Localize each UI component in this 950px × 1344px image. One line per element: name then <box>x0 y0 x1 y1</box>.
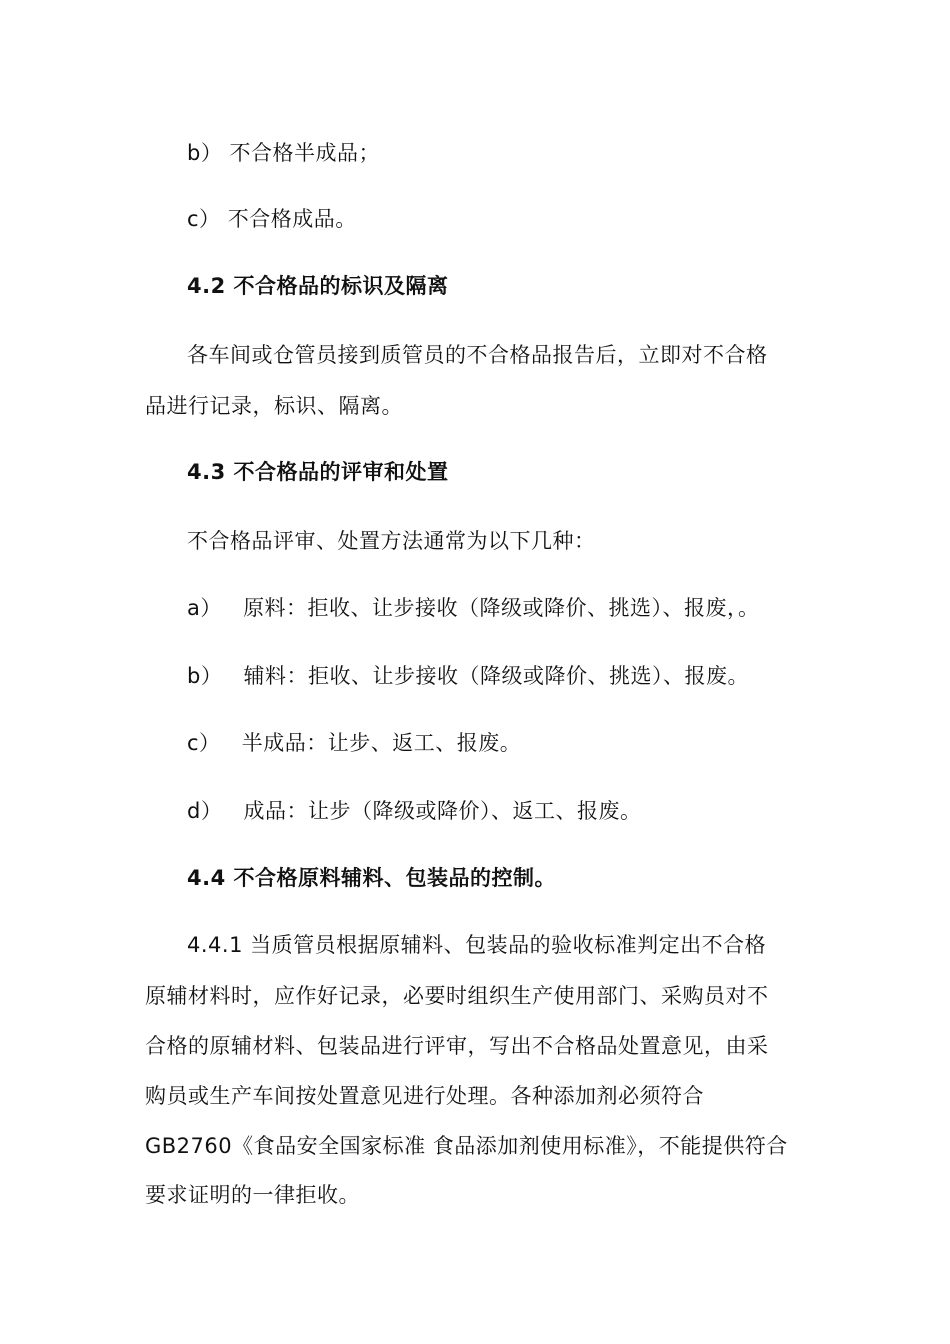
list-item <box>187 729 521 757</box>
list-item <box>187 205 357 233</box>
paragraph-line: 各车间或仓管员接到质管员的不合格品报告后，立即对不合格 <box>187 343 768 367</box>
list-text: 半成品：让步、返工、报废。 <box>241 731 522 755</box>
paragraph-line: 要求证明的一律拒收。 <box>145 1183 360 1207</box>
list-item <box>187 662 749 690</box>
list-text: 原料：拒收、让步接收（降级或降价、挑选）、报废，。 <box>243 596 760 620</box>
paragraph-line: 购员或生产车间按处置意见进行处理。各种添加剂必须符合 <box>145 1084 704 1108</box>
paragraph-line: 不合格品评审、处置方法通常为以下几种： <box>187 529 596 553</box>
list-item <box>187 139 380 167</box>
paragraph-line: 合格的原辅材料、包装品进行评审，写出不合格品处置意见，由采 <box>145 1034 769 1058</box>
list-marker: c） <box>187 731 221 755</box>
paragraph-line: 原辅材料时，应作好记录，必要时组织生产使用部门、采购员对不 <box>145 984 769 1008</box>
list-marker: b） <box>187 141 223 165</box>
section-heading-4-2: 4.2 不合格品的标识及隔离 <box>187 274 449 298</box>
list-marker: a） <box>187 596 222 620</box>
paragraph-line: 4.4.1 当质管员根据原辅料、包装品的验收标准判定出不合格 <box>187 933 767 957</box>
list-marker: b） <box>187 664 223 688</box>
list-marker: c） <box>187 207 221 231</box>
section-heading-4-4: 4.4 不合格原料辅料、包装品的控制。 <box>187 866 557 890</box>
list-item <box>187 797 642 825</box>
list-text: 不合格成品。 <box>227 207 357 231</box>
list-text: 成品：让步（降级或降价）、返工、报废。 <box>243 799 642 823</box>
paragraph-line: 品进行记录，标识、隔离。 <box>145 394 403 418</box>
list-marker: d） <box>187 799 223 823</box>
section-heading-4-3: 4.3 不合格品的评审和处置 <box>187 460 449 484</box>
list-text: 不合格半成品； <box>229 141 381 165</box>
paragraph-line: GB2760《食品安全国家标准 食品添加剂使用标准》，不能提供符合 <box>145 1134 788 1158</box>
list-item <box>187 594 760 622</box>
list-text: 辅料：拒收、让步接收（降级或降价、挑选）、报废。 <box>243 664 750 688</box>
